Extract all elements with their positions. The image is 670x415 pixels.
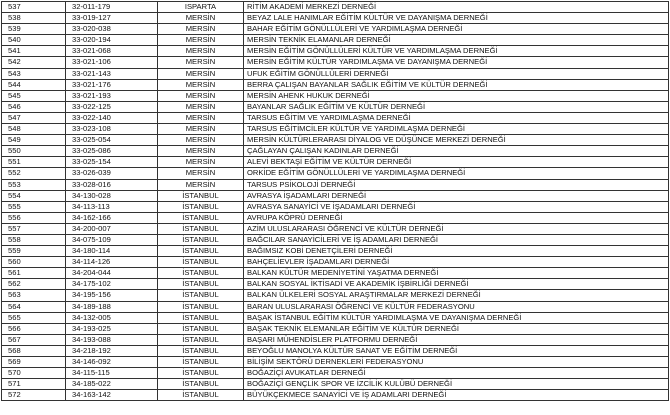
city-cell: İSTANBUL [158,246,244,257]
row-number-cell: 553 [2,179,66,190]
table-row [2,368,669,379]
row-number-cell: 550 [2,146,66,157]
table-row [2,201,669,212]
city-cell: MERSİN [158,13,244,24]
row-number-cell: 545 [2,90,66,101]
row-number-cell: 565 [2,312,66,323]
registry-number-cell: 33-020-194 [66,35,158,46]
association-name-cell: BOĞAZİÇİ AVUKATLAR DERNEĞİ [244,368,669,379]
row-number-cell: 572 [2,390,66,401]
city-cell: İSTANBUL [158,279,244,290]
table-row [2,35,669,46]
table-row [2,334,669,345]
association-name-cell: MERSİN EĞİTİM GÖNÜLLÜLERİ KÜLTÜR VE YARDIMLAŞMA DERNEĞİ [244,46,669,57]
registry-number-cell: 34-193-088 [66,334,158,345]
association-name-cell: BÜYÜKÇEKMECE SANAYİCİ VE İŞ ADAMLARI DERNEĞİ [244,390,669,401]
city-cell: İSTANBUL [158,234,244,245]
registry-number-cell: 33-021-176 [66,79,158,90]
table-row [2,290,669,301]
registry-number-cell: 32-011-179 [66,2,158,13]
row-number-cell: 555 [2,201,66,212]
association-name-cell: MERSİN AHENK HUKUK DERNEĞİ [244,90,669,101]
registry-number-cell: 34-132-005 [66,312,158,323]
city-cell: İSTANBUL [158,268,244,279]
association-name-cell: BEYOĞLU MANOLYA KÜLTÜR SANAT VE EĞİTİM DERNEĞİ [244,345,669,356]
registry-number-cell: 34-130-028 [66,190,158,201]
table-row [2,190,669,201]
association-name-cell: ORKİDE EĞİTİM GÖNÜLLÜLERİ VE YARDIMLAŞMA DERNEĞİ [244,168,669,179]
registry-number-cell: 34-193-025 [66,323,158,334]
table-row [2,223,669,234]
table-row [2,124,669,135]
row-number-cell: 538 [2,13,66,24]
association-name-cell: TARSUS PSİKOLOJİ DERNEĞİ [244,179,669,190]
registry-number-cell: 34-180-114 [66,246,158,257]
city-cell: MERSİN [158,135,244,146]
city-cell: İSTANBUL [158,312,244,323]
city-cell: İSTANBUL [158,368,244,379]
row-number-cell: 547 [2,112,66,123]
association-name-cell: MERSİN KÜLTÜRLERARASI DİYALOG VE DÜŞÜNCE MERKEZİ DERNEĞİ [244,135,669,146]
city-cell: MERSİN [158,168,244,179]
city-cell: İSTANBUL [158,334,244,345]
city-cell: İSTANBUL [158,345,244,356]
association-name-cell: BAŞARI MÜHENDİSLER PLATFORMU DERNEĞİ [244,334,669,345]
association-name-cell: BAŞAK TEKNİK ELEMANLAR EĞİTİM VE KÜLTÜR DERNEĞİ [244,323,669,334]
row-number-cell: 563 [2,290,66,301]
table-row [2,168,669,179]
registry-number-cell: 33-021-068 [66,46,158,57]
row-number-cell: 559 [2,246,66,257]
row-number-cell: 552 [2,168,66,179]
row-number-cell: 570 [2,368,66,379]
association-name-cell: AVRASYA İŞADAMLARI DERNEĞİ [244,190,669,201]
row-number-cell: 562 [2,279,66,290]
row-number-cell: 541 [2,46,66,57]
table-row [2,345,669,356]
association-name-cell: BİLİŞİM SEKTÖRÜ DERNEKLERİ FEDERASYONU [244,357,669,368]
table-row [2,312,669,323]
association-name-cell: BAHÇELİEVLER İŞADAMLARI DERNEĞİ [244,257,669,268]
registry-number-cell: 33-021-143 [66,68,158,79]
table-row [2,246,669,257]
associations-table [1,1,669,401]
row-number-cell: 568 [2,345,66,356]
city-cell: MERSİN [158,46,244,57]
registry-number-cell: 33-025-154 [66,157,158,168]
row-number-cell: 569 [2,357,66,368]
row-number-cell: 554 [2,190,66,201]
row-number-cell: 548 [2,124,66,135]
city-cell: MERSİN [158,68,244,79]
registry-number-cell: 33-026-039 [66,168,158,179]
association-name-cell: MERSİN TEKNİK ELAMANLAR DERNEĞİ [244,35,669,46]
table-row [2,234,669,245]
city-cell: MERSİN [158,112,244,123]
registry-number-cell: 34-218-192 [66,345,158,356]
table-row [2,257,669,268]
association-name-cell: ALEVİ BEKTAŞİ EĞİTİM VE KÜLTÜR DERNEĞİ [244,157,669,168]
table-row [2,279,669,290]
row-number-cell: 551 [2,157,66,168]
association-name-cell: BEYAZ LALE HANIMLAR EĞİTİM KÜLTÜR VE DAYANIŞMA DERNEĞİ [244,13,669,24]
table-row [2,146,669,157]
table-row [2,57,669,68]
table-row [2,135,669,146]
row-number-cell: 558 [2,234,66,245]
registry-number-cell: 33-025-054 [66,135,158,146]
registry-number-cell: 33-022-125 [66,101,158,112]
city-cell: MERSİN [158,90,244,101]
table-row [2,2,669,13]
city-cell: MERSİN [158,124,244,135]
registry-number-cell: 33-028-016 [66,179,158,190]
city-cell: İSTANBUL [158,323,244,334]
registry-number-cell: 33-022-140 [66,112,158,123]
association-name-cell: AVRUPA KÖPRÜ DERNEĞİ [244,212,669,223]
city-cell: MERSİN [158,101,244,112]
row-number-cell: 566 [2,323,66,334]
city-cell: ISPARTA [158,2,244,13]
association-name-cell: BARAN ULUSLARARASI ÖĞRENCİ VE KÜLTÜR FEDERASYONU [244,301,669,312]
city-cell: İSTANBUL [158,379,244,390]
table-row [2,268,669,279]
association-name-cell: BAĞCILAR SANAYİCİLERİ VE İŞ ADAMLARI DERNEĞİ [244,234,669,245]
city-cell: İSTANBUL [158,390,244,401]
table-row [2,390,669,401]
registry-number-cell: 34-162-166 [66,212,158,223]
association-name-cell: BERRA ÇALIŞAN BAYANLAR SAĞLIK EĞİTİM VE KÜLTÜR DERNEĞİ [244,79,669,90]
city-cell: İSTANBUL [158,357,244,368]
table-row [2,179,669,190]
registry-number-cell: 34-185-022 [66,379,158,390]
city-cell: MERSİN [158,24,244,35]
registry-number-cell: 34-204-044 [66,268,158,279]
table-row [2,157,669,168]
table-row [2,112,669,123]
association-name-cell: MERSİN EĞİTİM KÜLTÜR YARDIMLAŞMA VE DAYANIŞMA DERNEĞİ [244,57,669,68]
table-row [2,101,669,112]
association-name-cell: RİTİM AKADEMİ MERKEZİ DERNEĞİ [244,2,669,13]
table-row [2,212,669,223]
city-cell: İSTANBUL [158,301,244,312]
registry-number-cell: 34-114-126 [66,257,158,268]
registry-number-cell: 33-020-038 [66,24,158,35]
row-number-cell: 537 [2,2,66,13]
association-name-cell: BAHAR EĞİTİM GÖNÜLLÜLERİ VE YARDIMLAŞMA DERNEĞİ [244,24,669,35]
city-cell: İSTANBUL [158,257,244,268]
registry-number-cell: 34-195-156 [66,290,158,301]
city-cell: İSTANBUL [158,190,244,201]
city-cell: İSTANBUL [158,223,244,234]
table-body [2,2,669,401]
table-row [2,379,669,390]
table-row [2,357,669,368]
table-row [2,323,669,334]
row-number-cell: 540 [2,35,66,46]
registry-number-cell: 33-021-106 [66,57,158,68]
city-cell: MERSİN [158,57,244,68]
table-row [2,301,669,312]
association-name-cell: BALKAN SOSYAL İKTİSADİ VE AKADEMİK İŞBİRLİĞİ DERNEĞİ [244,279,669,290]
association-name-cell: BALKAN ÜLKELERİ SOSYAL ARAŞTIRMALAR MERKEZİ DERNEĞİ [244,290,669,301]
city-cell: MERSİN [158,35,244,46]
registry-number-cell: 33-019-127 [66,13,158,24]
association-name-cell: AZİM ULUSLARARASI ÖĞRENCİ VE KÜLTÜR DERNEĞİ [244,223,669,234]
city-cell: İSTANBUL [158,212,244,223]
registry-number-cell: 34-189-188 [66,301,158,312]
association-name-cell: UFUK EĞİTİM GÖNÜLLÜLERİ DERNEĞİ [244,68,669,79]
registry-number-cell: 33-023-108 [66,124,158,135]
registry-number-cell: 34-175-102 [66,279,158,290]
city-cell: MERSİN [158,79,244,90]
association-name-cell: BALKAN KÜLTÜR MEDENİYETİNİ YAŞATMA DERNEĞİ [244,268,669,279]
city-cell: İSTANBUL [158,201,244,212]
association-name-cell: TARSUS EĞİTİM VE YARDIMLAŞMA DERNEĞİ [244,112,669,123]
table-row [2,79,669,90]
row-number-cell: 564 [2,301,66,312]
row-number-cell: 546 [2,101,66,112]
row-number-cell: 539 [2,24,66,35]
table-row [2,13,669,24]
registry-number-cell: 34-115-115 [66,368,158,379]
registry-number-cell: 33-021-193 [66,90,158,101]
association-name-cell: BAĞIMSIZ KOBİ DENETÇİLERİ DERNEĞİ [244,246,669,257]
row-number-cell: 567 [2,334,66,345]
registry-number-cell: 33-025-086 [66,146,158,157]
registry-number-cell: 34-075-109 [66,234,158,245]
city-cell: İSTANBUL [158,290,244,301]
row-number-cell: 571 [2,379,66,390]
table-row [2,90,669,101]
table-row [2,24,669,35]
association-name-cell: BAŞAK İSTANBUL EĞİTİM KÜLTÜR YARDIMLAŞMA VE DAYANIŞMA DERNEĞİ [244,312,669,323]
association-name-cell: BAYANLAR SAĞLIK EĞİTİM VE KÜLTÜR DERNEĞİ [244,101,669,112]
association-name-cell: TARSUS EĞİTİMCİLER KÜLTÜR VE YARDIMLAŞMA DERNEĞİ [244,124,669,135]
registry-number-cell: 34-200-007 [66,223,158,234]
row-number-cell: 560 [2,257,66,268]
row-number-cell: 549 [2,135,66,146]
row-number-cell: 561 [2,268,66,279]
row-number-cell: 556 [2,212,66,223]
association-name-cell: AVRASYA SANAYİCİ VE İŞADAMLARI DERNEĞİ [244,201,669,212]
city-cell: MERSİN [158,179,244,190]
table-row [2,68,669,79]
row-number-cell: 542 [2,57,66,68]
registry-number-cell: 34-113-113 [66,201,158,212]
row-number-cell: 544 [2,79,66,90]
row-number-cell: 543 [2,68,66,79]
city-cell: MERSİN [158,157,244,168]
association-name-cell: ÇAĞLAYAN ÇALIŞAN KADINLAR DERNEĞİ [244,146,669,157]
registry-number-cell: 34-146-092 [66,357,158,368]
association-name-cell: BOĞAZİÇİ GENÇLİK SPOR VE İZCİLİK KULÜBÜ DERNEĞİ [244,379,669,390]
table-row [2,46,669,57]
city-cell: MERSİN [158,146,244,157]
row-number-cell: 557 [2,223,66,234]
registry-number-cell: 34-163-142 [66,390,158,401]
